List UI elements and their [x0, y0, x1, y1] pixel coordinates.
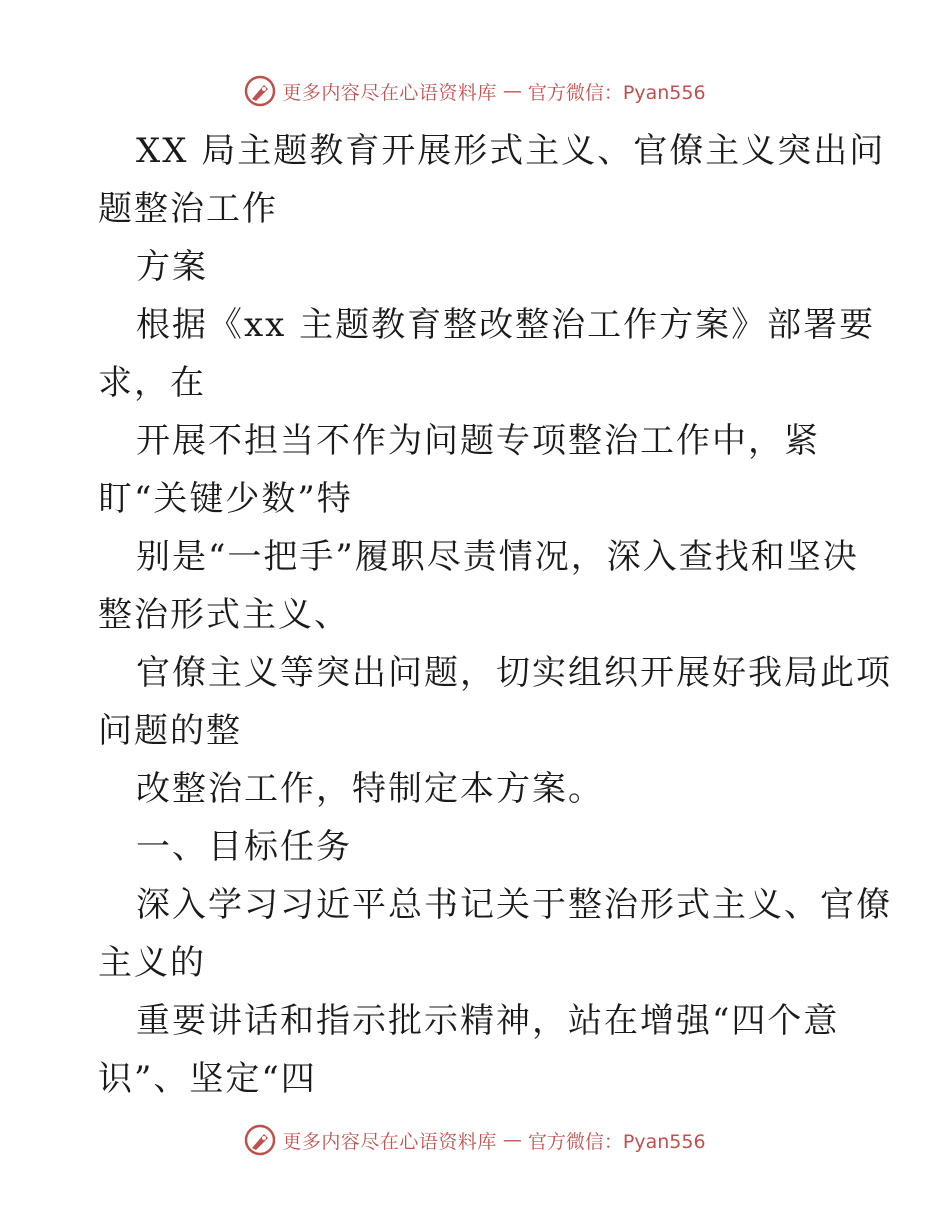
- section-heading: 一、目标任务: [136, 827, 352, 867]
- title-line-1: XX 局主题教育开展形式主义、官僚主义突出问: [136, 131, 886, 171]
- pen-nib-logo-icon: [244, 75, 276, 107]
- paragraph-line: 盯“关键少数”特: [98, 479, 353, 519]
- paragraph-line: 问题的整: [98, 711, 242, 751]
- watermark-text: 更多内容尽在心语资料库: [282, 81, 497, 104]
- watermark-footer: [0, 1120, 950, 1160]
- watermark-contact: 官方微信：Pyan556: [527, 81, 706, 104]
- paragraph-line: 根据《xx 主题教育整改整治工作方案》部署要: [136, 305, 876, 345]
- paragraph-line: 识”、坚定“四: [98, 1059, 317, 1099]
- paragraph-line: 求，在: [98, 363, 206, 403]
- title-line-2: 题整治工作: [98, 189, 278, 229]
- paragraph-line: 整治形式主义、: [98, 595, 350, 635]
- paragraph-line: 官僚主义等突出问题，切实组织开展好我局此项: [136, 653, 892, 693]
- watermark-separator: —: [502, 1129, 522, 1151]
- watermark-text: 更多内容尽在心语资料库: [282, 1130, 497, 1153]
- paragraph-line: 别是“一把手”履职尽责情况，深入查找和坚决: [136, 537, 859, 577]
- watermark-header: [0, 71, 950, 111]
- title-line-3: 方案: [136, 247, 208, 287]
- paragraph-line: 深入学习习近平总书记关于整治形式主义、官僚: [136, 885, 892, 925]
- watermark-contact: 官方微信：Pyan556: [527, 1130, 706, 1153]
- paragraph-line: 主义的: [98, 943, 206, 983]
- paragraph-line: 开展不担当不作为问题专项整治工作中，紧: [136, 421, 820, 461]
- pen-nib-logo-icon: [244, 1124, 276, 1156]
- watermark-separator: —: [502, 80, 522, 102]
- paragraph-line: 重要讲话和指示批示精神，站在增强“四个意: [136, 1001, 840, 1041]
- paragraph-line: 改整治工作，特制定本方案。: [136, 769, 604, 809]
